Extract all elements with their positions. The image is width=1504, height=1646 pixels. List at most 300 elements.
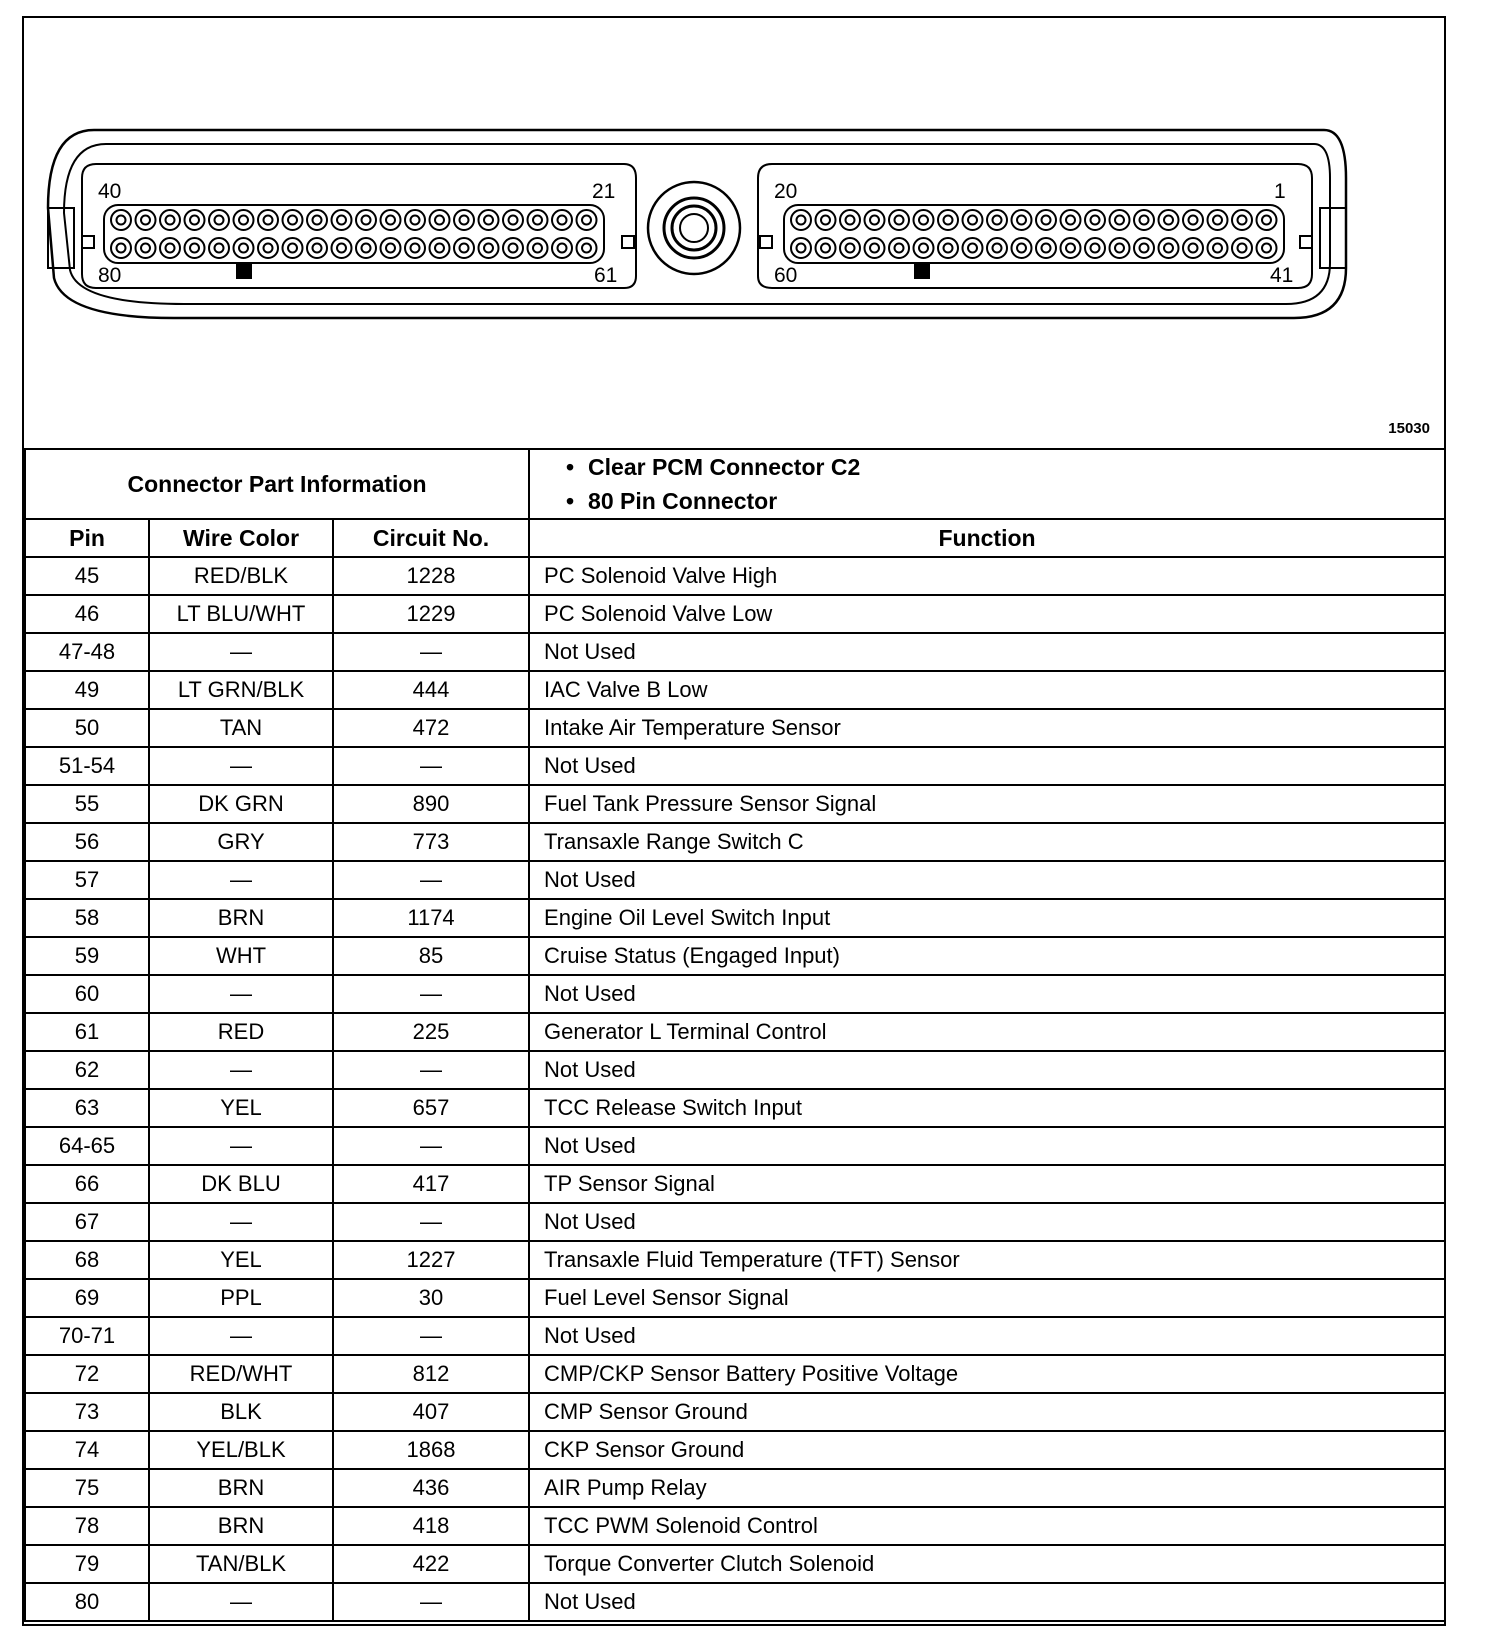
pin-terminal-hole — [141, 216, 150, 225]
label-pin-21: 21 — [592, 180, 616, 203]
pin-cell: 61 — [25, 1013, 149, 1051]
pin-terminal-hole — [993, 244, 1002, 253]
circuit-cell: 225 — [333, 1013, 529, 1051]
key-square-left — [82, 236, 94, 248]
pin-terminal — [430, 238, 450, 258]
circuit-cell: 422 — [333, 1545, 529, 1583]
pin-cell: 67 — [25, 1203, 149, 1241]
table-row — [25, 785, 1445, 823]
table-row — [25, 1393, 1445, 1431]
pin-terminal-hole — [1262, 244, 1271, 253]
pin-terminal — [1036, 210, 1056, 230]
table-row — [25, 1355, 1445, 1393]
label-pin-40: 40 — [98, 180, 122, 203]
pin-terminal — [840, 210, 860, 230]
pin-terminal-hole — [313, 244, 322, 253]
circuit-cell: 436 — [333, 1469, 529, 1507]
pin-terminal-hole — [1164, 216, 1173, 225]
pin-cell: 59 — [25, 937, 149, 975]
pin-terminal — [1012, 210, 1032, 230]
pin-terminal-hole — [533, 244, 542, 253]
pin-terminal-hole — [1189, 216, 1198, 225]
function-cell: TCC Release Switch Input — [529, 1089, 1445, 1127]
wire-color-cell: GRY — [149, 823, 333, 861]
pin-terminal — [552, 238, 572, 258]
pin-cell: 66 — [25, 1165, 149, 1203]
wire-color-cell: TAN/BLK — [149, 1545, 333, 1583]
key-mark-right — [914, 264, 930, 279]
pin-cell: 46 — [25, 595, 149, 633]
function-cell: Not Used — [529, 747, 1445, 785]
pin-terminal-hole — [484, 216, 493, 225]
pin-terminal — [1134, 238, 1154, 258]
part-info-title: Connector Part Information — [25, 449, 529, 519]
function-cell: Cruise Status (Engaged Input) — [529, 937, 1445, 975]
pin-cell: 64-65 — [25, 1127, 149, 1165]
pin-terminal — [816, 238, 836, 258]
pin-terminal — [865, 238, 885, 258]
pin-terminal-hole — [313, 216, 322, 225]
pin-terminal — [503, 210, 523, 230]
circuit-cell: 85 — [333, 937, 529, 975]
pin-cell: 63 — [25, 1089, 149, 1127]
pin-terminal — [454, 210, 474, 230]
pin-terminal — [136, 238, 156, 258]
pin-terminal-hole — [264, 216, 273, 225]
circuit-cell: 1174 — [333, 899, 529, 937]
wire-color-cell: DK BLU — [149, 1165, 333, 1203]
pin-terminal — [160, 210, 180, 230]
pin-terminal-hole — [846, 216, 855, 225]
pin-terminal-hole — [1140, 244, 1149, 253]
pin-terminal — [987, 238, 1007, 258]
pin-terminal-hole — [215, 216, 224, 225]
pin-terminal-hole — [1213, 244, 1222, 253]
pin-terminal-hole — [870, 244, 879, 253]
table-row — [25, 671, 1445, 709]
wire-color-cell: LT GRN/BLK — [149, 671, 333, 709]
pin-terminal-hole — [166, 216, 175, 225]
part-info-bullet: • 80 Pin Connector — [588, 484, 1444, 518]
pin-terminal-hole — [968, 244, 977, 253]
wire-color-cell: RED/BLK — [149, 557, 333, 595]
pin-terminal — [283, 238, 303, 258]
circuit-cell: 30 — [333, 1279, 529, 1317]
pin-terminal-hole — [1066, 216, 1075, 225]
header-wire-color: Wire Color — [149, 519, 333, 557]
function-cell: AIR Pump Relay — [529, 1469, 1445, 1507]
pin-terminal — [258, 210, 278, 230]
pin-terminal — [1012, 238, 1032, 258]
pin-terminal-hole — [215, 244, 224, 253]
pin-terminal — [332, 210, 352, 230]
function-cell: Torque Converter Clutch Solenoid — [529, 1545, 1445, 1583]
table-row — [25, 1127, 1445, 1165]
pin-terminal — [160, 238, 180, 258]
pin-terminal — [552, 210, 572, 230]
table-row — [25, 1165, 1445, 1203]
pin-terminal-hole — [821, 216, 830, 225]
table-row — [25, 1545, 1445, 1583]
right-pin-array — [791, 210, 1277, 258]
table-row — [25, 1013, 1445, 1051]
pin-terminal — [528, 238, 548, 258]
pin-terminal-hole — [411, 244, 420, 253]
pin-terminal — [938, 238, 958, 258]
pin-cell: 72 — [25, 1355, 149, 1393]
wire-color-cell: — — [149, 861, 333, 899]
pin-terminal-hole — [895, 244, 904, 253]
wire-color-cell: — — [149, 1317, 333, 1355]
pin-terminal — [1036, 238, 1056, 258]
pin-terminal-hole — [1262, 216, 1271, 225]
function-cell: Transaxle Fluid Temperature (TFT) Sensor — [529, 1241, 1445, 1279]
pinout-table — [24, 448, 1446, 1622]
pin-terminal — [1159, 238, 1179, 258]
pin-terminal-hole — [1189, 244, 1198, 253]
wire-color-cell: YEL — [149, 1241, 333, 1279]
pin-terminal — [381, 238, 401, 258]
table-row — [25, 823, 1445, 861]
pin-terminal-hole — [362, 216, 371, 225]
pin-terminal — [528, 210, 548, 230]
pin-terminal — [1110, 238, 1130, 258]
function-cell: Not Used — [529, 633, 1445, 671]
key-square-center-left — [622, 236, 634, 248]
pin-cell: 74 — [25, 1431, 149, 1469]
function-cell: Not Used — [529, 1051, 1445, 1089]
pin-terminal — [791, 238, 811, 258]
wire-color-cell: — — [149, 1583, 333, 1621]
pin-terminal — [889, 238, 909, 258]
pin-terminal-hole — [1091, 216, 1100, 225]
pin-terminal-hole — [337, 216, 346, 225]
wire-color-cell: BRN — [149, 1469, 333, 1507]
pin-terminal-hole — [460, 216, 469, 225]
pin-cell: 58 — [25, 899, 149, 937]
pin-terminal-hole — [919, 216, 928, 225]
pin-terminal — [840, 238, 860, 258]
table-row — [25, 1583, 1445, 1621]
pin-terminal-hole — [1091, 244, 1100, 253]
table-row — [25, 1241, 1445, 1279]
pin-terminal — [816, 210, 836, 230]
table-row — [25, 1203, 1445, 1241]
function-cell: Engine Oil Level Switch Input — [529, 899, 1445, 937]
pin-terminal — [234, 210, 254, 230]
wire-color-cell: YEL/BLK — [149, 1431, 333, 1469]
pin-terminal — [1257, 238, 1277, 258]
wire-color-cell: TAN — [149, 709, 333, 747]
function-cell: CKP Sensor Ground — [529, 1431, 1445, 1469]
pin-terminal — [307, 238, 327, 258]
table-row — [25, 899, 1445, 937]
pin-terminal-hole — [944, 244, 953, 253]
pin-terminal-hole — [1213, 216, 1222, 225]
pin-terminal-hole — [895, 216, 904, 225]
circuit-cell: 1227 — [333, 1241, 529, 1279]
function-cell: Not Used — [529, 1317, 1445, 1355]
function-cell: Intake Air Temperature Sensor — [529, 709, 1445, 747]
pin-terminal — [1232, 210, 1252, 230]
pin-terminal-hole — [533, 216, 542, 225]
pin-terminal — [234, 238, 254, 258]
pin-cell: 55 — [25, 785, 149, 823]
pin-terminal — [1134, 210, 1154, 230]
label-pin-80: 80 — [98, 264, 122, 287]
right-latch — [1320, 208, 1346, 268]
header-function: Function — [529, 519, 1445, 557]
pin-terminal-hole — [190, 244, 199, 253]
pin-terminal — [791, 210, 811, 230]
center-bolt-ring-inner — [672, 206, 716, 250]
pin-terminal-hole — [846, 244, 855, 253]
wire-color-cell: — — [149, 747, 333, 785]
pin-terminal-hole — [166, 244, 175, 253]
pin-terminal — [405, 210, 425, 230]
key-square-right — [1300, 236, 1312, 248]
table-row — [25, 595, 1445, 633]
pin-terminal-hole — [337, 244, 346, 253]
circuit-cell: — — [333, 1051, 529, 1089]
function-cell: CMP/CKP Sensor Battery Positive Voltage — [529, 1355, 1445, 1393]
pin-cell: 69 — [25, 1279, 149, 1317]
function-cell: Not Used — [529, 1583, 1445, 1621]
pin-cell: 79 — [25, 1545, 149, 1583]
pin-terminal-hole — [1017, 244, 1026, 253]
wire-color-cell: BRN — [149, 1507, 333, 1545]
pin-cell: 62 — [25, 1051, 149, 1089]
label-pin-41: 41 — [1270, 264, 1294, 287]
pin-terminal — [405, 238, 425, 258]
wire-color-cell: LT BLU/WHT — [149, 595, 333, 633]
function-cell: Not Used — [529, 861, 1445, 899]
pin-terminal-hole — [509, 244, 518, 253]
pin-cell: 73 — [25, 1393, 149, 1431]
pin-cell: 47-48 — [25, 633, 149, 671]
pin-terminal-hole — [582, 216, 591, 225]
pin-terminal-hole — [1140, 216, 1149, 225]
label-pin-20: 20 — [774, 180, 798, 203]
part-info-row — [25, 449, 1445, 519]
header-circuit-no: Circuit No. — [333, 519, 529, 557]
wire-color-cell: — — [149, 1127, 333, 1165]
function-cell: PC Solenoid Valve Low — [529, 595, 1445, 633]
pin-terminal — [1183, 210, 1203, 230]
pin-cell: 78 — [25, 1507, 149, 1545]
wire-color-cell: PPL — [149, 1279, 333, 1317]
circuit-cell: 657 — [333, 1089, 529, 1127]
pin-cell: 45 — [25, 557, 149, 595]
pin-cell: 56 — [25, 823, 149, 861]
pin-terminal — [454, 238, 474, 258]
pin-cell: 70-71 — [25, 1317, 149, 1355]
pin-terminal-hole — [968, 216, 977, 225]
part-info-bullets — [529, 449, 1445, 519]
wire-color-cell: BLK — [149, 1393, 333, 1431]
table-header-row — [25, 519, 1445, 557]
circuit-cell: — — [333, 633, 529, 671]
function-cell: TCC PWM Solenoid Control — [529, 1507, 1445, 1545]
table-row — [25, 747, 1445, 785]
table-row — [25, 1089, 1445, 1127]
table-row — [25, 557, 1445, 595]
pin-cell: 68 — [25, 1241, 149, 1279]
pin-terminal — [1208, 210, 1228, 230]
function-cell: Not Used — [529, 1203, 1445, 1241]
function-cell: IAC Valve B Low — [529, 671, 1445, 709]
pin-terminal-hole — [484, 244, 493, 253]
circuit-cell: — — [333, 975, 529, 1013]
circuit-cell: — — [333, 1127, 529, 1165]
circuit-cell: 407 — [333, 1393, 529, 1431]
pin-terminal-hole — [1042, 216, 1051, 225]
pin-rows — [25, 557, 1445, 1621]
pin-terminal — [963, 238, 983, 258]
function-cell: Generator L Terminal Control — [529, 1013, 1445, 1051]
pin-terminal-hole — [435, 216, 444, 225]
pin-terminal-hole — [582, 244, 591, 253]
center-bolt-hole — [680, 214, 708, 242]
circuit-cell: — — [333, 1317, 529, 1355]
function-cell: Not Used — [529, 1127, 1445, 1165]
pin-terminal — [577, 238, 597, 258]
pin-terminal — [209, 238, 229, 258]
circuit-cell: 418 — [333, 1507, 529, 1545]
pin-terminal — [938, 210, 958, 230]
table-row — [25, 1317, 1445, 1355]
pin-terminal — [1208, 238, 1228, 258]
pin-terminal — [430, 210, 450, 230]
wire-color-cell: DK GRN — [149, 785, 333, 823]
pin-terminal — [914, 238, 934, 258]
pin-terminal — [1232, 238, 1252, 258]
pin-terminal — [332, 238, 352, 258]
pin-terminal-hole — [509, 216, 518, 225]
circuit-cell: 444 — [333, 671, 529, 709]
pin-terminal — [1085, 238, 1105, 258]
table-row — [25, 1507, 1445, 1545]
pin-terminal-hole — [797, 216, 806, 225]
wire-color-cell: BRN — [149, 899, 333, 937]
pin-terminal-hole — [1042, 244, 1051, 253]
pin-terminal-hole — [919, 244, 928, 253]
pin-terminal-hole — [288, 244, 297, 253]
function-cell: Not Used — [529, 975, 1445, 1013]
pin-terminal — [185, 210, 205, 230]
connector-diagram — [24, 18, 1444, 448]
pin-terminal-hole — [435, 244, 444, 253]
pin-terminal-hole — [264, 244, 273, 253]
wire-color-cell: — — [149, 633, 333, 671]
header-pin: Pin — [25, 519, 149, 557]
pin-terminal — [258, 238, 278, 258]
function-cell: TP Sensor Signal — [529, 1165, 1445, 1203]
wire-color-cell: YEL — [149, 1089, 333, 1127]
pin-terminal — [865, 210, 885, 230]
wire-color-cell: RED — [149, 1013, 333, 1051]
pin-terminal-hole — [411, 216, 420, 225]
connector-face-drawing — [24, 18, 1444, 418]
table-row — [25, 861, 1445, 899]
pin-terminal-hole — [190, 216, 199, 225]
pin-terminal — [1183, 238, 1203, 258]
pin-terminal-hole — [1066, 244, 1075, 253]
pin-terminal-hole — [1238, 244, 1247, 253]
table-row — [25, 975, 1445, 1013]
pin-terminal-hole — [117, 216, 126, 225]
function-cell: Fuel Tank Pressure Sensor Signal — [529, 785, 1445, 823]
table-row — [25, 1469, 1445, 1507]
pin-terminal — [1061, 210, 1081, 230]
pin-cell: 60 — [25, 975, 149, 1013]
pin-terminal-hole — [558, 216, 567, 225]
key-square-center-right — [760, 236, 772, 248]
pin-terminal-hole — [993, 216, 1002, 225]
circuit-cell: 1868 — [333, 1431, 529, 1469]
pin-terminal — [381, 210, 401, 230]
pin-terminal-hole — [1017, 216, 1026, 225]
pin-terminal-hole — [288, 216, 297, 225]
function-cell: PC Solenoid Valve High — [529, 557, 1445, 595]
pin-terminal — [1061, 238, 1081, 258]
pin-terminal-hole — [1238, 216, 1247, 225]
pin-terminal-hole — [821, 244, 830, 253]
label-pin-60: 60 — [774, 264, 798, 287]
pin-terminal-hole — [1164, 244, 1173, 253]
pin-terminal-hole — [362, 244, 371, 253]
pin-terminal — [356, 238, 376, 258]
table-row — [25, 1051, 1445, 1089]
pin-cell: 75 — [25, 1469, 149, 1507]
pin-terminal — [209, 210, 229, 230]
wire-color-cell: — — [149, 1203, 333, 1241]
pin-terminal — [503, 238, 523, 258]
circuit-cell: 890 — [333, 785, 529, 823]
pin-terminal-hole — [386, 244, 395, 253]
circuit-cell: — — [333, 861, 529, 899]
part-info-bullet: • Clear PCM Connector C2 — [588, 450, 1444, 484]
pin-terminal — [479, 238, 499, 258]
pin-terminal — [1085, 210, 1105, 230]
circuit-cell: — — [333, 747, 529, 785]
pin-terminal-hole — [117, 244, 126, 253]
pin-terminal — [111, 238, 131, 258]
left-pin-array — [111, 210, 597, 258]
circuit-cell: 1229 — [333, 595, 529, 633]
function-cell: CMP Sensor Ground — [529, 1393, 1445, 1431]
pin-terminal-hole — [239, 244, 248, 253]
pin-terminal-hole — [870, 216, 879, 225]
circuit-cell: 1228 — [333, 557, 529, 595]
pin-terminal-hole — [797, 244, 806, 253]
pin-terminal — [914, 210, 934, 230]
wire-color-cell: RED/WHT — [149, 1355, 333, 1393]
connector-sheet — [22, 16, 1446, 1626]
pin-terminal — [136, 210, 156, 230]
circuit-cell: 812 — [333, 1355, 529, 1393]
pin-cell: 80 — [25, 1583, 149, 1621]
wire-color-cell: — — [149, 1051, 333, 1089]
pin-terminal-hole — [1115, 216, 1124, 225]
pin-terminal — [185, 238, 205, 258]
function-cell: Transaxle Range Switch C — [529, 823, 1445, 861]
circuit-cell: 773 — [333, 823, 529, 861]
table-row — [25, 1279, 1445, 1317]
pin-terminal — [889, 210, 909, 230]
pin-terminal — [111, 210, 131, 230]
circuit-cell: — — [333, 1203, 529, 1241]
